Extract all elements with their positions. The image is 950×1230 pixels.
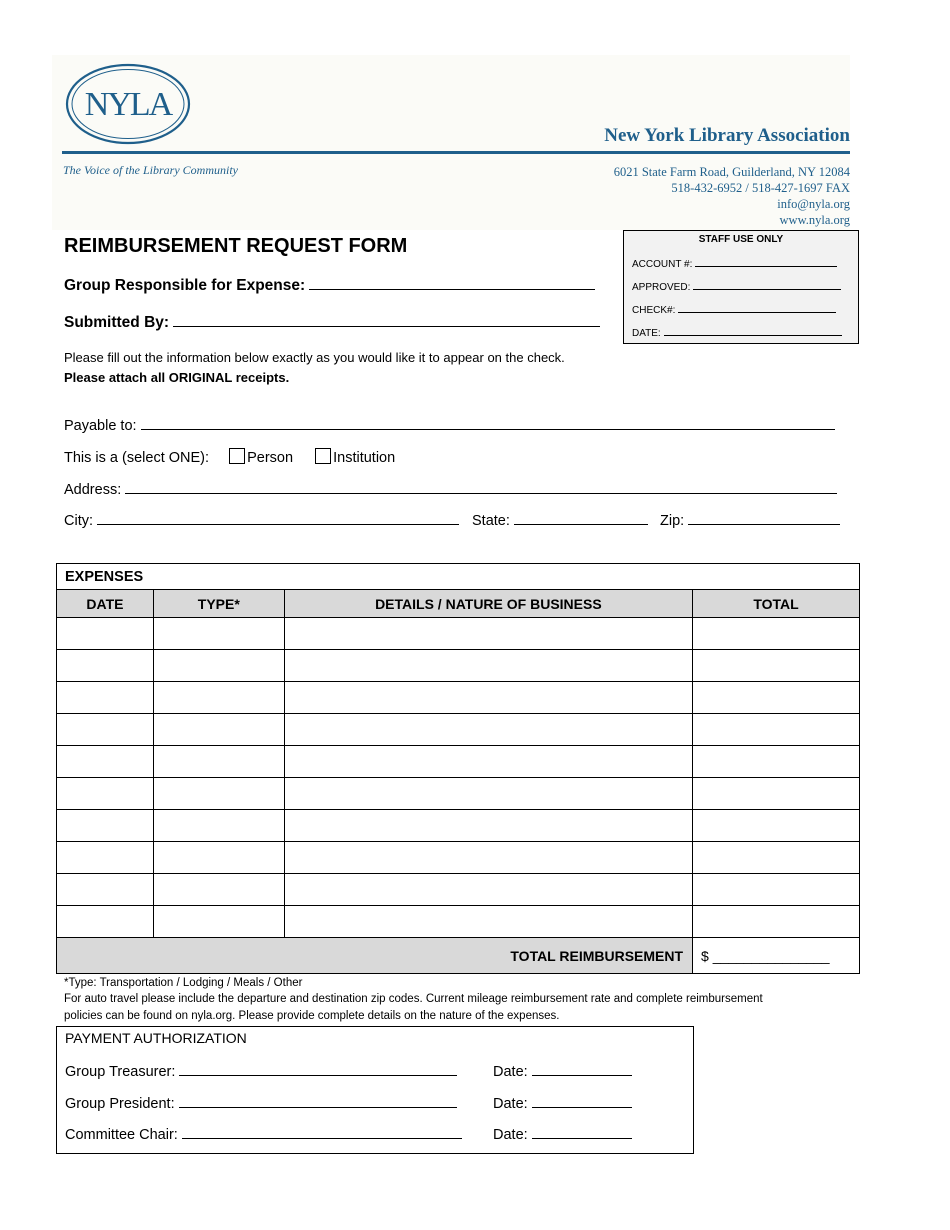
tagline: The Voice of the Library Community [63, 163, 238, 177]
staff-title: STAFF USE ONLY [698, 234, 784, 245]
total-reimbursement-value[interactable]: $ _______________ [693, 938, 860, 974]
chair-date-label: Date: [493, 1127, 528, 1143]
chair-field[interactable] [65, 1124, 462, 1143]
expense-row [57, 746, 860, 778]
expense-total-cell[interactable] [693, 714, 860, 746]
person-label: Person [247, 450, 294, 466]
city-label: City: [64, 513, 93, 529]
expense-details-cell[interactable] [284, 650, 692, 682]
treasurer-date-line [532, 1061, 632, 1076]
select-label: This is a (select ONE): [64, 450, 210, 466]
expense-date-cell[interactable] [57, 778, 154, 810]
expense-row [57, 810, 860, 842]
president-field[interactable] [65, 1093, 457, 1112]
col-details: DETAILS / NATURE OF BUSINESS [284, 590, 692, 618]
instruction-bold: Please attach all ORIGINAL receipts. [64, 370, 290, 385]
expense-row [57, 778, 860, 810]
expense-details-cell[interactable] [284, 714, 692, 746]
expense-type-cell[interactable] [153, 778, 284, 810]
type-note: *Type: Transportation / Lodging / Meals / Other [64, 977, 303, 989]
org-email: info@nyla.org [777, 197, 850, 211]
expense-row [57, 906, 860, 938]
submitted-label: Submitted By: [64, 314, 170, 331]
president-date-label: Date: [493, 1096, 528, 1112]
staff-use-box [623, 230, 859, 344]
state-label: State: [472, 513, 510, 529]
expense-date-cell[interactable] [57, 682, 154, 714]
expense-type-cell[interactable] [153, 618, 284, 650]
expense-type-cell[interactable] [153, 842, 284, 874]
nyla-logo [64, 62, 192, 146]
staff-approved [632, 279, 841, 293]
col-type: TYPE* [153, 590, 284, 618]
expense-type-cell[interactable] [153, 874, 284, 906]
zip-line [688, 510, 840, 525]
president-date-field[interactable] [493, 1093, 632, 1112]
payment-authorization-box [56, 1026, 694, 1154]
expense-total-cell[interactable] [693, 682, 860, 714]
expense-total-cell[interactable] [693, 618, 860, 650]
org-address: 6021 State Farm Road, Guilderland, NY 12084 [613, 165, 850, 179]
address-label: Address: [64, 482, 122, 498]
submitted-field[interactable] [64, 312, 600, 332]
logo-text: NYLA [84, 86, 172, 123]
staff-account [632, 256, 837, 270]
payable-field[interactable] [64, 415, 835, 434]
letterhead-rule [62, 151, 850, 154]
president-line [179, 1093, 457, 1108]
expense-total-cell[interactable] [693, 810, 860, 842]
expense-date-cell[interactable] [57, 906, 154, 938]
expense-total-cell[interactable] [693, 746, 860, 778]
expense-total-cell[interactable] [693, 874, 860, 906]
state-line [514, 510, 648, 525]
expense-details-cell[interactable] [284, 906, 692, 938]
address-field[interactable] [64, 479, 837, 498]
chair-label: Committee Chair: [65, 1127, 178, 1143]
chair-date-field[interactable] [493, 1124, 632, 1143]
zip-field[interactable] [660, 510, 840, 529]
payment-title: PAYMENT AUTHORIZATION [65, 1030, 247, 1046]
president-label: Group President: [65, 1096, 175, 1112]
expense-total-cell[interactable] [693, 778, 860, 810]
org-name: New York Library Association [604, 125, 850, 146]
org-phone: 518-432-6952 / 518-427-1697 FAX [671, 181, 850, 195]
zip-label: Zip: [660, 513, 685, 529]
submitted-line [173, 312, 600, 327]
expense-details-cell[interactable] [284, 682, 692, 714]
staff-date-label: DATE: [632, 328, 661, 339]
treasurer-field[interactable] [65, 1061, 457, 1080]
expense-date-cell[interactable] [57, 650, 154, 682]
expense-details-cell[interactable] [284, 842, 692, 874]
staff-check-line [678, 302, 836, 313]
col-date: DATE [57, 590, 154, 618]
form-title: REIMBURSEMENT REQUEST FORM [64, 235, 408, 257]
expense-date-cell[interactable] [57, 842, 154, 874]
expense-type-cell[interactable] [153, 682, 284, 714]
auto-note-2: policies can be found on nyla.org. Please provide complete details on the nature of the expenses. [64, 1010, 560, 1022]
expense-type-cell[interactable] [153, 650, 284, 682]
group-line [309, 275, 595, 290]
treasurer-line [179, 1061, 457, 1076]
group-field[interactable] [64, 275, 595, 295]
expense-date-cell[interactable] [57, 714, 154, 746]
expense-type-cell[interactable] [153, 746, 284, 778]
expense-row [57, 650, 860, 682]
expense-details-cell[interactable] [284, 874, 692, 906]
address-line [125, 479, 837, 494]
expense-date-cell[interactable] [57, 746, 154, 778]
staff-approved-label: APPROVED: [632, 282, 691, 293]
expense-total-cell[interactable] [693, 842, 860, 874]
staff-date [632, 325, 842, 339]
expense-total-cell[interactable] [693, 650, 860, 682]
chair-line [182, 1124, 462, 1139]
expense-row [57, 874, 860, 906]
expense-details-cell[interactable] [284, 810, 692, 842]
staff-check-label: CHECK#: [632, 305, 676, 316]
staff-account-line [695, 256, 837, 267]
staff-check [632, 302, 836, 316]
payable-line [141, 415, 835, 430]
expense-type-cell[interactable] [153, 906, 284, 938]
treasurer-date-label: Date: [493, 1064, 528, 1080]
institution-checkbox[interactable] [315, 448, 331, 464]
treasurer-label: Group Treasurer: [65, 1064, 176, 1080]
expense-total-cell[interactable] [693, 906, 860, 938]
staff-date-line [664, 325, 842, 336]
payable-label: Payable to: [64, 418, 137, 434]
expense-date-cell[interactable] [57, 618, 154, 650]
expense-details-cell[interactable] [284, 618, 692, 650]
total-reimbursement-label: TOTAL REIMBURSEMENT [57, 938, 693, 974]
expense-type-cell[interactable] [153, 810, 284, 842]
president-date-line [532, 1093, 632, 1108]
staff-approved-line [693, 279, 841, 290]
expenses-rows [57, 618, 860, 938]
expense-row [57, 618, 860, 650]
chair-date-line [532, 1124, 632, 1139]
state-field[interactable] [472, 510, 648, 529]
staff-account-label: ACCOUNT #: [632, 259, 693, 270]
city-line [97, 510, 459, 525]
col-total: TOTAL [693, 590, 860, 618]
city-field[interactable] [64, 510, 459, 529]
expense-date-cell[interactable] [57, 874, 154, 906]
treasurer-date-field[interactable] [493, 1061, 632, 1080]
institution-label: Institution [333, 450, 396, 466]
expense-details-cell[interactable] [284, 746, 692, 778]
person-checkbox[interactable] [229, 448, 245, 464]
expense-type-cell[interactable] [153, 714, 284, 746]
instruction-text: Please fill out the information below exactly as you would like it to appear on the check. [64, 350, 565, 365]
group-label: Group Responsible for Expense: [64, 277, 306, 294]
expense-row [57, 682, 860, 714]
auto-note-1: For auto travel please include the departure and destination zip codes. Current mileage reimbursement rate and complete reimbursement [64, 993, 763, 1005]
expense-details-cell[interactable] [284, 778, 692, 810]
select-row [64, 448, 395, 466]
expenses-caption: EXPENSES [57, 564, 860, 590]
expense-date-cell[interactable] [57, 810, 154, 842]
org-website: www.nyla.org [779, 213, 850, 227]
expenses-table [56, 563, 860, 974]
expense-row [57, 714, 860, 746]
expense-row [57, 842, 860, 874]
